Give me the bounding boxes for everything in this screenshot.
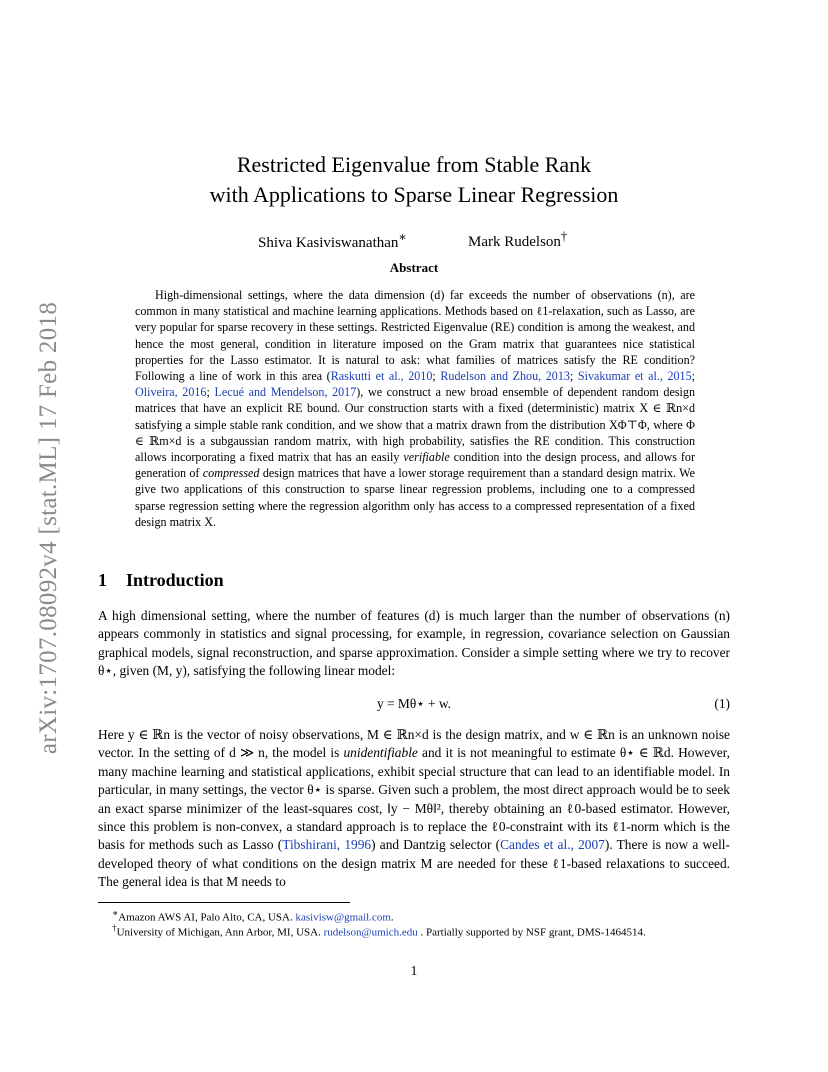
abstract-heading: Abstract xyxy=(389,260,439,275)
equation-expression: y = Mθ⋆ + w. xyxy=(376,696,452,711)
author-2: Mark Rudelson† xyxy=(468,229,568,250)
abstract-paragraph: High-dimensional settings, where the data dimension (d) far exceeds the number of observations (n), are common in many statistical and machine learning applications. Methods based on ℓ1-relaxation, such as Lasso, are very popular for sparse recovery in these settings. Restricted Eigenvalue (RE) condition is among the weakest, and hence the most general, condition in literature imposed on the Gram matrix that guarantees nice statistical properties for the Lasso estimator. It is natural to ask: what families of matrices satisfy the RE condition? Following a line of work in this area (Raskutti et al., 2010; Rudelson and Zhou, 2013; Sivakumar et al., 2015; Oliveira, 2016; Lecué and Mendelson, 2017), we construct a new broad ensemble of dependent random design matrices that have an explicit RE bound. Our construction starts with a fixed (deterministic) matrix X ∈ ℝn×d satisfying a simple stable rank condition, and we show that a matrix drawn from the distribution XΦ⊤Φ, where Φ ∈ ℝm×d is a subgaussian random matrix, with high probability, satisfies the RE condition. This construction allows incorporating a fixed matrix that has an easily verifiable condition into the design process, and allows for generation of compressed design matrices that have a lower storage requirement than a standard design matrix. We give two applications of this construction to sparse linear regression problems, including one to a compressed sparse regression setting where the regression algorithm only has access to a compressed representation of a fixed design matrix X. xyxy=(135,288,696,529)
page-number: 1 xyxy=(410,963,418,978)
arxiv-watermark-text: arXiv:1707.08092v4 [stat.ML] 17 Feb 2018 xyxy=(35,301,62,755)
citation-sivakumar[interactable]: Sivakumar et al., 2015 xyxy=(577,369,692,384)
footnote-1: ∗Amazon AWS AI, Palo Alto, CA, USA. kasivisw@gmail.com. xyxy=(112,908,394,924)
title-line-1: Restricted Eigenvalue from Stable Rank xyxy=(236,152,592,177)
email-link-1[interactable]: kasivisw@gmail.com xyxy=(295,911,391,924)
title-line-2: with Applications to Sparse Linear Regression xyxy=(209,182,619,207)
author-list xyxy=(98,229,730,249)
author-2-mark: † xyxy=(560,229,568,243)
footnote-2: †University of Michigan, Ann Arbor, MI, USA. rudelson@umich.edu . Partially supported by NSF grant, DMS-1464514. xyxy=(112,923,646,939)
section-number: 1 xyxy=(98,570,107,590)
abstract-body xyxy=(135,287,695,530)
email-link-2[interactable]: rudelson@umich.edu xyxy=(323,926,418,939)
citation-oliveira[interactable]: Oliveira, 2016 xyxy=(135,385,207,400)
citation-raskutti[interactable]: Raskutti et al., 2010 xyxy=(330,369,433,384)
intro-paragraph-1: A high dimensional setting, where the number of features (d) is much larger than the number of observations (n) appears commonly in statistics and signal processing, for example, in regression, covariance selection on Gaussian graphical models, signal reconstruction, and sparse approximation. Consider a simple setting where we try to recover θ⋆, given (M, y), satisfying the following linear model: xyxy=(98,608,730,679)
intro-paragraph-2: Here y ∈ ℝn is the vector of noisy observations, M ∈ ℝn×d is the design matrix, and w ∈ ℝn is an unknown noise vector. In the setting of d ≫ n, the model is unidentifiable and it is not meaningful to estimate θ⋆ ∈ ℝd. However, many machine learning and statistical applications, exhibit special structure that can lead to an identifiable model. In particular, in many settings, the vector θ⋆ is sparse. Given such a problem, the most direct approach would be to seek an exact sparse minimizer of the least-squares cost, ‖y − Mθ‖², thereby obtaining an ℓ0-based estimator. However, since this problem is non-convex, a standard approach is to replace the ℓ0-constraint with its ℓ1-norm which is the basis for methods such as Lasso (Tibshirani, 1996) and Dantzig selector (Candes et al., 2007). There is now a well-developed theory of what conditions on the design matrix M are needed for these ℓ1-based relaxations to succeed. The general idea is that M needs to xyxy=(98,727,730,890)
citation-candes[interactable]: Candes et al., 2007 xyxy=(500,837,605,853)
section-heading xyxy=(98,570,224,591)
equation-1 xyxy=(98,696,730,716)
arxiv-watermark xyxy=(34,283,64,773)
footnote-rule xyxy=(98,902,350,903)
citation-rudelson-zhou[interactable]: Rudelson and Zhou, 2013 xyxy=(440,369,570,384)
paper-title xyxy=(98,150,730,210)
equation-number: (1) xyxy=(714,696,730,711)
citation-lecue-mendelson[interactable]: Lecué and Mendelson, 2017 xyxy=(214,385,357,400)
section-title: Introduction xyxy=(126,570,224,590)
citation-tibshirani[interactable]: Tibshirani, 1996 xyxy=(282,837,372,853)
author-1-mark: ∗ xyxy=(398,230,407,244)
author-1: Shiva Kasiviswanathan∗ xyxy=(258,230,407,251)
